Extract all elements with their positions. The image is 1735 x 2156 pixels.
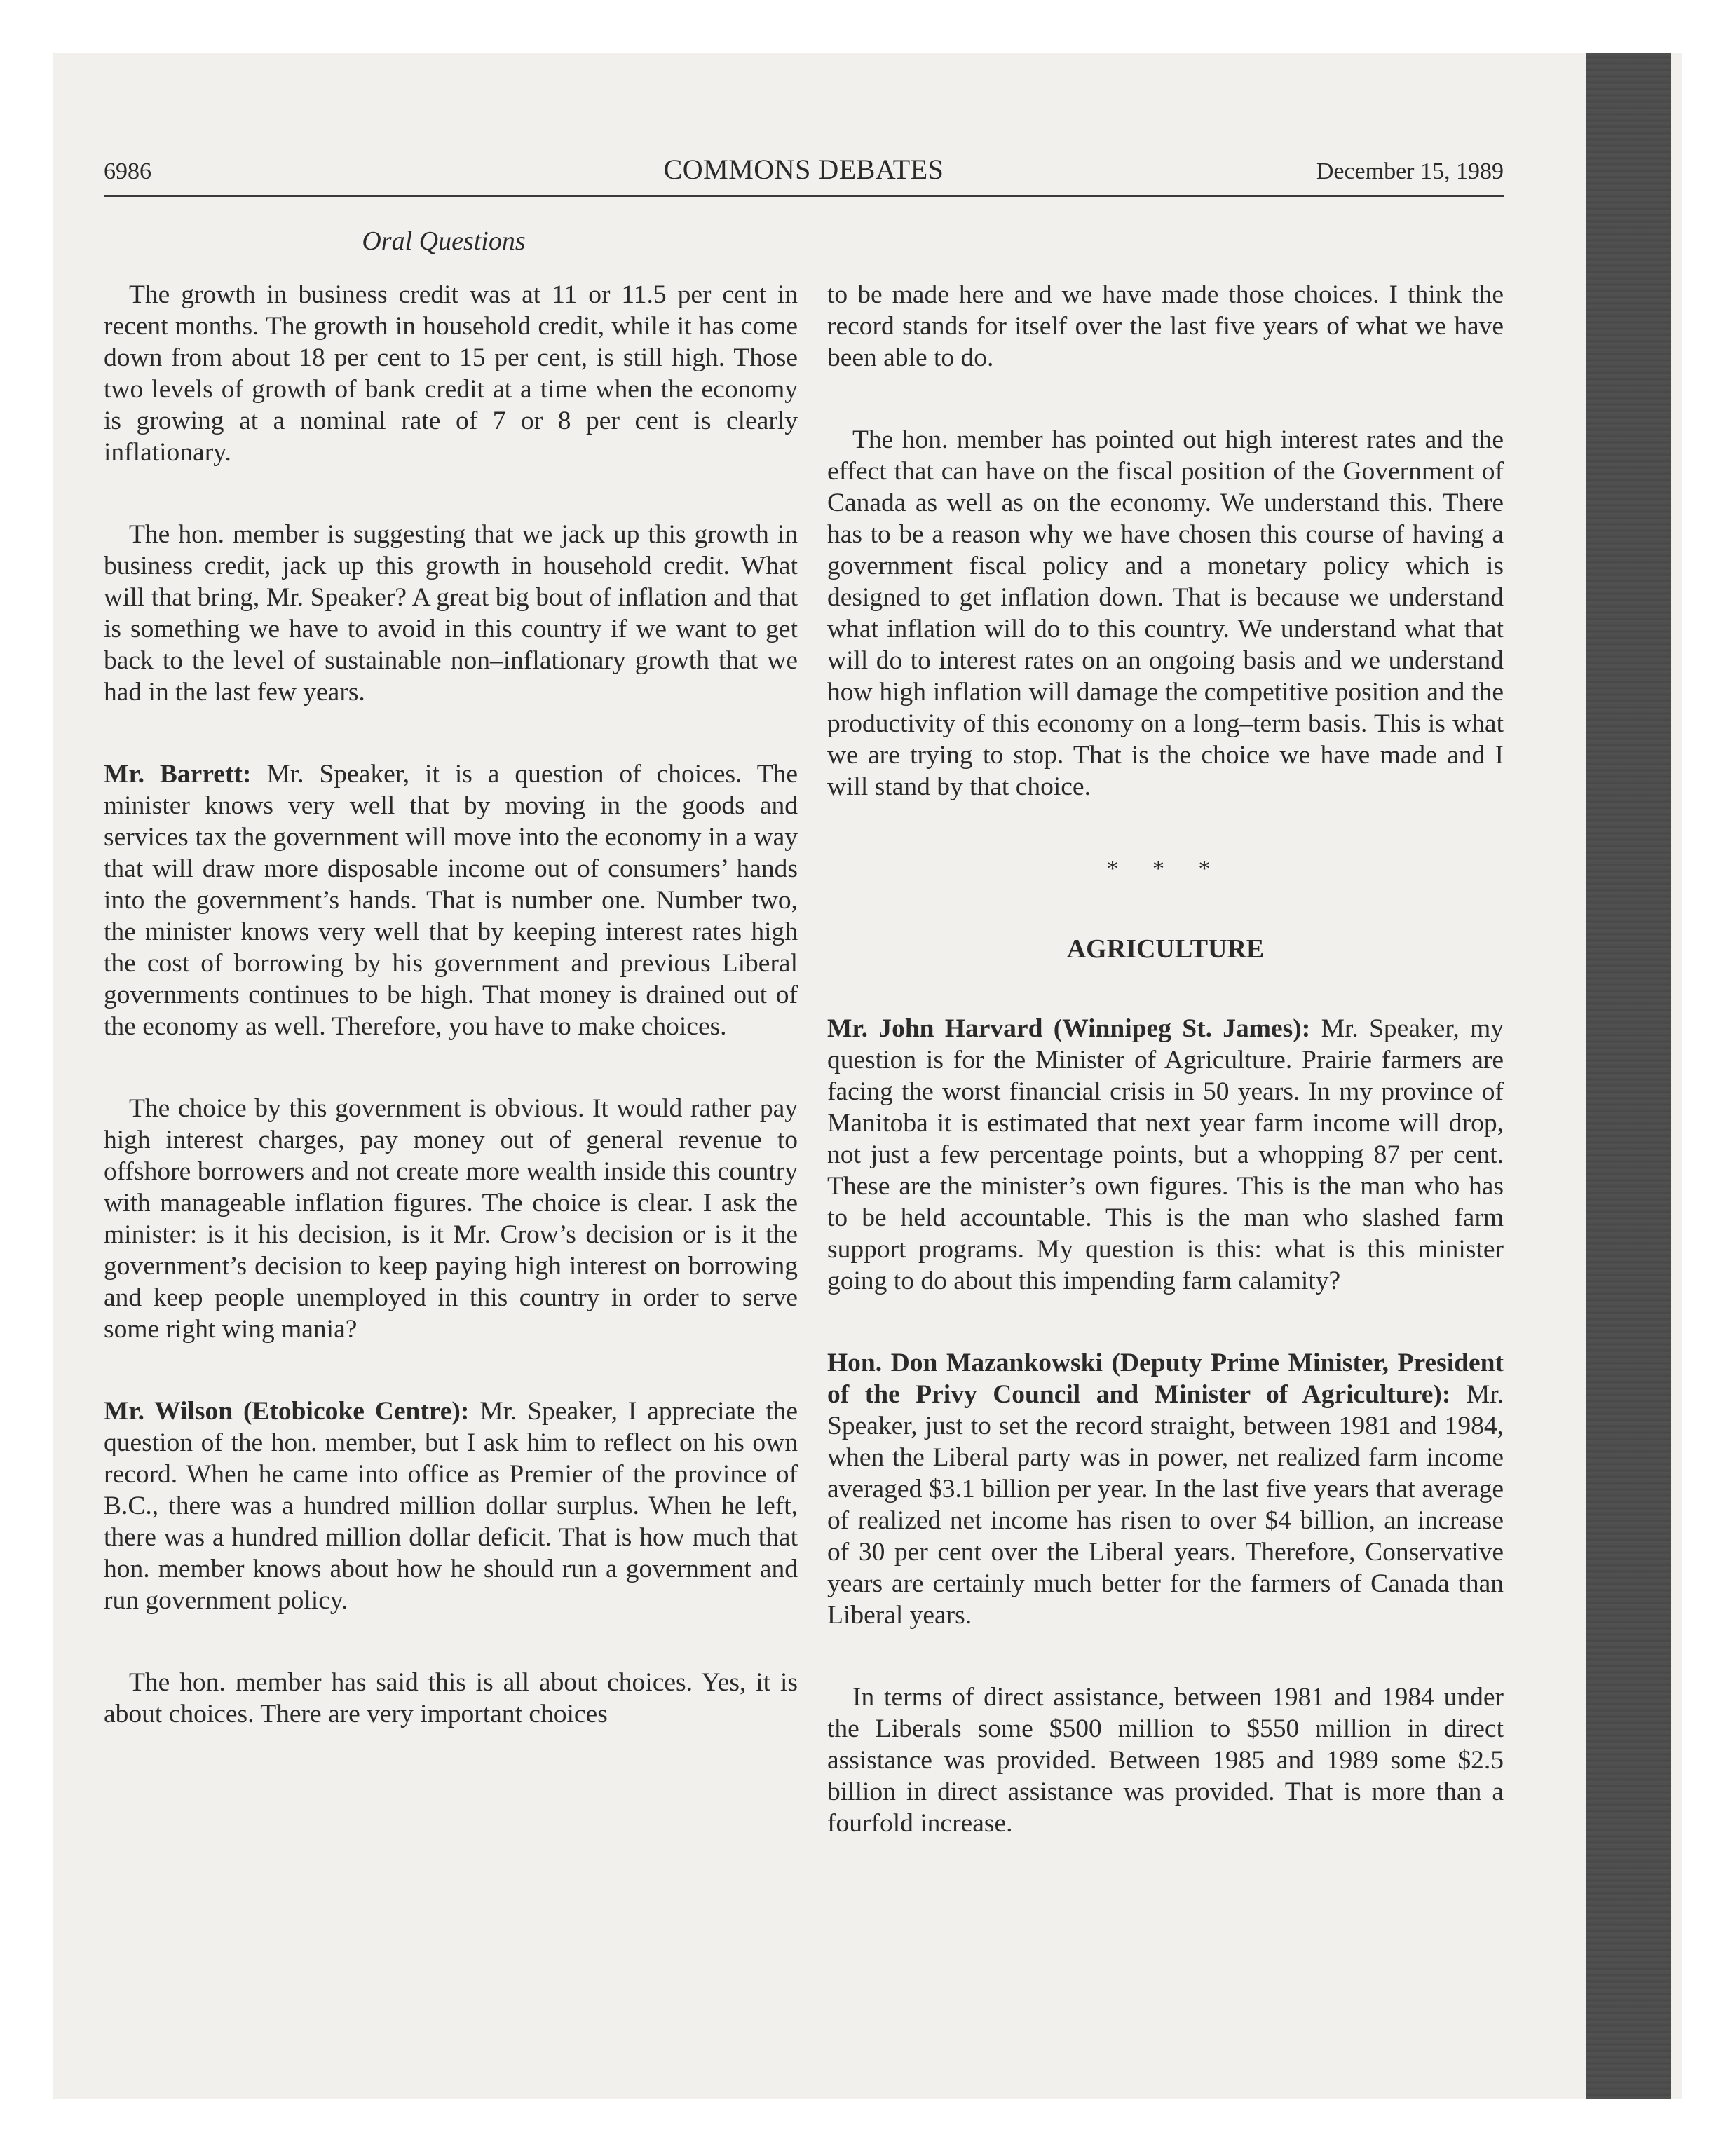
section-separator: * * *	[1106, 856, 1225, 882]
speaker-name: Hon. Don Mazankowski (Deputy Prime Minister, President of the Privy Council and Minister of Agriculture):	[827, 1349, 1504, 1409]
paragraph: The hon. member has said this is all about choices. Yes, it is about choices. There are very important choices	[104, 1668, 798, 1728]
speech-paragraph	[104, 1396, 798, 1616]
speech-text: Mr. Speaker, my question is for the Minister of Agriculture. Prairie farmers are facing the worst financial crisis in 50 years. In my province of Manitoba it is estimated that next year farm income will drop, not just a few percentage points, but a whopping 87 per cent. These are the minister’s own figures. This is the man who has to be held accountable. This is the man who slashed farm support programs. My question is this: what is this minister going to do about this impending farm calamity?	[827, 1014, 1504, 1295]
section-heading: AGRICULTURE	[1066, 934, 1265, 964]
speaker-name: Mr. John Harvard (Winnipeg St. James):	[827, 1014, 1311, 1043]
right-column	[827, 279, 1504, 1890]
speech-text: Mr. Speaker, just to set the record straight, between 1981 and 1984, when the Liberal party was in power, net realized farm income averaged $3.1 billion per year. In the last five years that average of realized net income has risen to over $4 billion, an increase of 30 per cent over the Liberal years. Therefore, Conservative years are certainly much better for the farmers of Canada than Liberal years.	[827, 1380, 1504, 1630]
speech-paragraph	[827, 1347, 1504, 1631]
paragraph: In terms of direct assistance, between 1981 and 1984 under the Liberals some $500 million to $550 million in direct assistance was provided. Between 1985 and 1989 some $2.5 billion in direct assistance was provided. That is more than a fourfold increase.	[827, 1683, 1504, 1838]
paragraph: The growth in business credit was at 11 or 11.5 per cent in recent months. The growth in household credit, while it has come down from about 18 per cent to 15 per cent, is still high. Those two levels of growth of bank credit at a time when the economy is growing at a nominal rate of 7 or 8 per cent is clearly inflationary.	[104, 280, 798, 467]
paragraph: to be made here and we have made those choices. I think the record stands for itself over the last five years of what we have been able to do.	[827, 280, 1504, 372]
scanner-dark-edge	[1586, 53, 1671, 2099]
left-column	[104, 279, 798, 1780]
paragraph: The hon. member is suggesting that we jack up this growth in business credit, jack up this growth in household credit. What will that bring, Mr. Speaker? A great big bout of inflation and that is something we have to avoid in this country if we want to get back to the level of sustainable non–inflationary growth that we had in the last few years.	[104, 520, 798, 707]
issue-date: December 15, 1989	[1316, 158, 1504, 184]
speech-paragraph	[827, 1013, 1504, 1297]
paragraph: The hon. member has pointed out high interest rates and the effect that can have on the fiscal position of the Government of Canada as well as on the economy. We understand this. There has to be a reason why we have chosen this course of having a government fiscal policy and a monetary policy which is designed to get inflation down. That is because we understand what inflation will do to this country. We understand what that will do to interest rates on an ongoing basis and we understand how high inflation will damage the competitive position and the productivity of this economy on a long–term basis. This is what we are trying to stop. That is the choice we have made and I will stand by that choice.	[827, 425, 1504, 801]
speaker-name: Mr. Wilson (Etobicoke Centre):	[104, 1397, 470, 1426]
header-rule	[104, 195, 1504, 197]
paragraph: The choice by this government is obvious. It would rather pay high interest charges, pay money out of general revenue to offshore borrowers and not create more wealth inside this country with manageable inflation figures. The choice is clear. I ask the minister: is it his decision, is it Mr. Crow’s decision or is it the government’s decision to keep paying high interest on borrowing and keep people unemployed in this country in order to serve some right wing mania?	[104, 1094, 798, 1344]
section-label: Oral Questions	[362, 226, 526, 256]
journal-title: COMMONS DEBATES	[663, 153, 944, 185]
speech-paragraph	[104, 758, 798, 1042]
running-header	[104, 153, 1504, 195]
speech-text: Mr. Speaker, I appreciate the question of the hon. member, but I ask him to reflect on his own record. When he came into office as Premier of the province of B.C., there was a hundred million dollar surplus. When he left, there was a hundred million dollar deficit. That is how much that hon. member knows about how he should run a government and run government policy.	[104, 1397, 798, 1615]
speaker-name: Mr. Barrett:	[104, 760, 252, 789]
speech-text: Mr. Speaker, it is a question of choices. The minister knows very well that by moving in the goods and services tax the government will move into the economy in a way that will draw more disposable income out of consumers’ hands into the government’s hands. That is number one. Number two, the minister knows very well that by keeping interest rates high the cost of borrowing by his government and previous Liberal governments continues to be high. That money is drained out of the economy as well. Therefore, you have to make choices.	[104, 760, 798, 1041]
page-number: 6986	[104, 158, 151, 184]
